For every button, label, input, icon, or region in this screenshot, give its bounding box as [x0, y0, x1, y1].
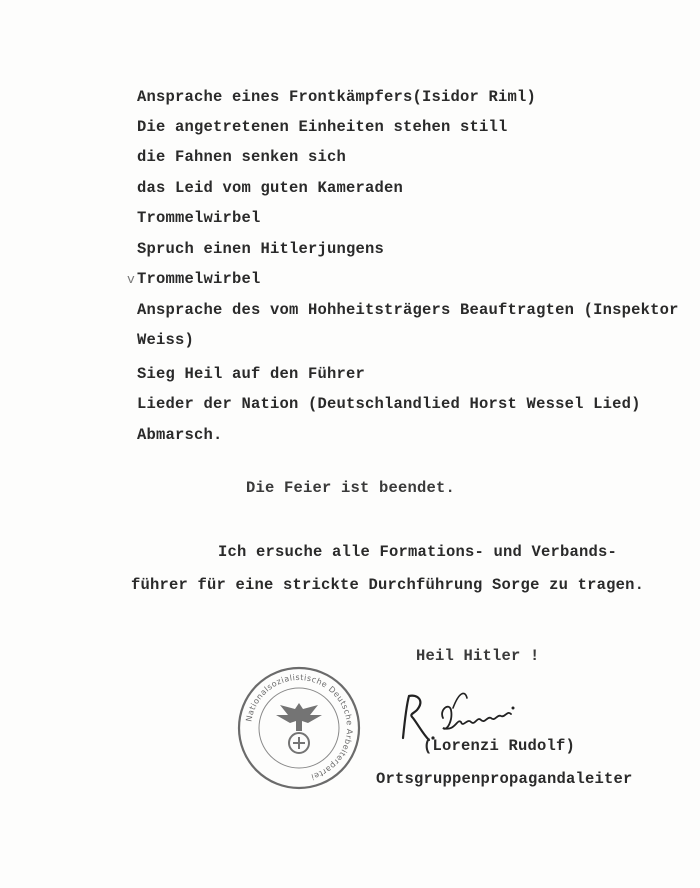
line-12: Abmarsch.	[137, 426, 223, 444]
line-1: Ansprache eines Frontkämpfers(Isidor Riml)	[137, 88, 537, 106]
signer-name: (Lorenzi Rudolf)	[423, 737, 576, 755]
margin-mark: v	[127, 272, 135, 287]
line-5: Trommelwirbel	[137, 209, 261, 227]
official-stamp	[236, 665, 362, 791]
request-line-2: führer für eine strickte Durchführung Sorge zu tragen.	[131, 576, 645, 594]
line-2: Die angetretenen Einheiten stehen still	[137, 118, 508, 136]
line-7: Trommelwirbel	[137, 270, 261, 288]
line-11: Lieder der Nation (Deutschlandlied Horst Wessel Lied)	[137, 395, 641, 413]
request-line-1: Ich ersuche alle Formations- und Verbands-	[218, 543, 618, 561]
greeting: Heil Hitler !	[416, 647, 540, 665]
closing-line: Die Feier ist beendet.	[246, 479, 456, 497]
line-3: die Fahnen senken sich	[137, 148, 347, 166]
svg-text:Nationalsozialistische Deutsch: Nationalsozialistische Deutsche Arbeiterpartei	[244, 672, 355, 782]
line-9: Weiss)	[137, 331, 195, 349]
line-10: Sieg Heil auf den Führer	[137, 365, 366, 383]
line-6: Spruch einen Hitlerjungens	[137, 240, 385, 258]
line-4: das Leid vom guten Kameraden	[137, 179, 404, 197]
line-8: Ansprache des vom Hohheitsträgers Beauftragten (Inspektor	[137, 301, 679, 319]
signer-title: Ortsgruppenpropagandaleiter	[376, 770, 633, 788]
